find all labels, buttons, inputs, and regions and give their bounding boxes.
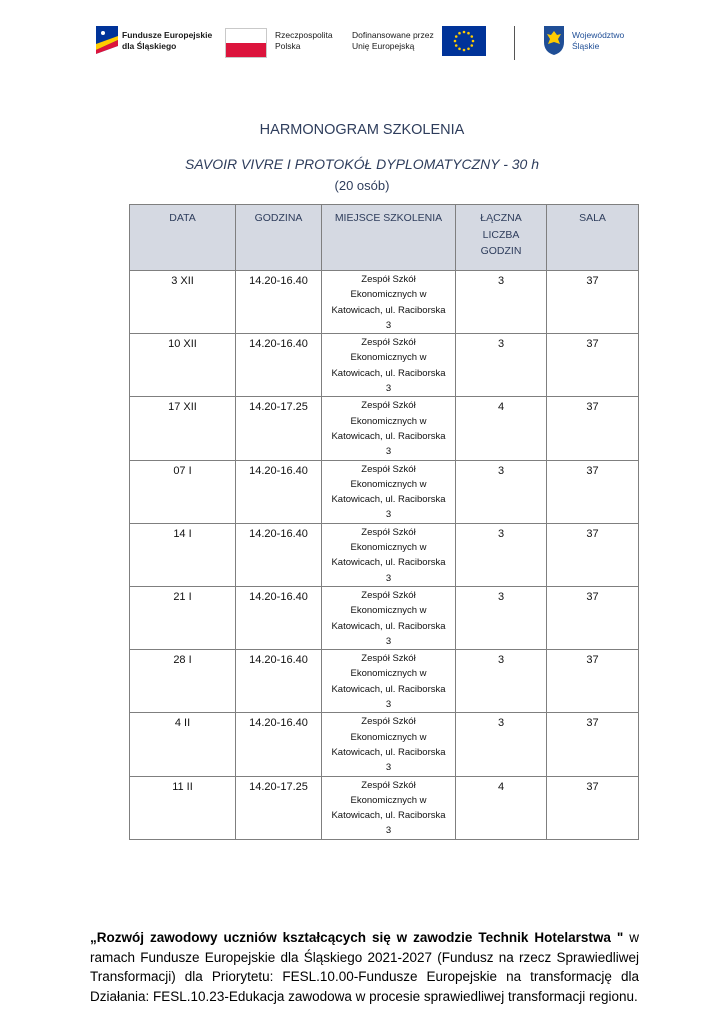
cell-place: Zespół Szkół Ekonomicznych w Katowicach, ul. Raciborska 3	[322, 397, 456, 460]
cell-date: 28 I	[130, 650, 236, 713]
sl-logo-text: Województwo Śląskie	[572, 30, 625, 51]
cell-place: Zespół Szkół Ekonomicznych w Katowicach, ul. Raciborska 3	[322, 271, 456, 334]
cell-time: 14.20-17.25	[236, 397, 322, 460]
cell-hours: 3	[456, 460, 547, 523]
cell-date: 21 I	[130, 586, 236, 649]
eu-flag-icon	[442, 26, 486, 56]
cell-date: 10 XII	[130, 334, 236, 397]
cell-room: 37	[547, 713, 639, 776]
header-total-hours: ŁĄCZNA LICZBA GODZIN	[456, 205, 547, 271]
fe-logo-text: Fundusze Europejskie dla Śląskiego	[122, 30, 213, 51]
cell-date: 3 XII	[130, 271, 236, 334]
cell-hours: 3	[456, 586, 547, 649]
rp-logo	[225, 22, 335, 68]
cell-room: 37	[547, 650, 639, 713]
cell-hours: 3	[456, 334, 547, 397]
cell-time: 14.20-16.40	[236, 586, 322, 649]
cell-time: 14.20-16.40	[236, 713, 322, 776]
table-row	[130, 523, 639, 586]
cell-time: 14.20-16.40	[236, 523, 322, 586]
ue-logo-text: Dofinansowane przez Unię Europejską	[352, 30, 434, 51]
project-footer	[90, 928, 639, 1006]
rp-logo-text: Rzeczpospolita Polska	[275, 30, 333, 51]
cell-room: 37	[547, 271, 639, 334]
header-room: SALA	[547, 205, 639, 271]
cell-time: 14.20-16.40	[236, 650, 322, 713]
table-row	[130, 397, 639, 460]
cell-room: 37	[547, 397, 639, 460]
cell-date: 07 I	[130, 460, 236, 523]
cell-room: 37	[547, 334, 639, 397]
cell-room: 37	[547, 523, 639, 586]
header-date: DATA	[130, 205, 236, 271]
fe-star-icon	[96, 26, 118, 60]
cell-room: 37	[547, 460, 639, 523]
page-title: HARMONOGRAM SZKOLENIA	[259, 122, 465, 138]
participants-count: (20 osób)	[334, 178, 390, 193]
course-subtitle: SAVOIR VIVRE I PROTOKÓŁ DYPLOMATYCZNY - 30 h	[185, 156, 539, 172]
ue-logo	[352, 22, 492, 68]
cell-hours: 4	[456, 776, 547, 839]
project-name: „Rozwój zawodowy uczniów kształcących się w zawodzie Technik Hotelarstwa "	[90, 930, 624, 945]
header-place: MIEJSCE SZKOLENIA	[322, 205, 456, 271]
table-row	[130, 586, 639, 649]
logo-divider	[514, 26, 515, 60]
cell-date: 4 II	[130, 713, 236, 776]
cell-hours: 3	[456, 650, 547, 713]
silesia-crest-icon	[542, 24, 566, 56]
schedule-table	[129, 204, 639, 840]
logo-bar	[96, 22, 636, 68]
table-row	[130, 650, 639, 713]
poland-flag-icon	[225, 28, 267, 58]
table-row	[130, 776, 639, 839]
cell-date: 17 XII	[130, 397, 236, 460]
cell-date: 14 I	[130, 523, 236, 586]
sl-logo	[542, 22, 642, 68]
table-row	[130, 713, 639, 776]
cell-time: 14.20-16.40	[236, 460, 322, 523]
cell-place: Zespół Szkół Ekonomicznych w Katowicach, ul. Raciborska 3	[322, 334, 456, 397]
cell-time: 14.20-17.25	[236, 776, 322, 839]
cell-place: Zespół Szkół Ekonomicznych w Katowicach, ul. Raciborska 3	[322, 523, 456, 586]
schedule-body	[130, 271, 639, 840]
table-row	[130, 334, 639, 397]
table-row	[130, 460, 639, 523]
cell-place: Zespół Szkół Ekonomicznych w Katowicach, ul. Raciborska 3	[322, 460, 456, 523]
cell-time: 14.20-16.40	[236, 334, 322, 397]
header-time: GODZINA	[236, 205, 322, 271]
cell-place: Zespół Szkół Ekonomicznych w Katowicach, ul. Raciborska 3	[322, 776, 456, 839]
fe-logo	[96, 22, 216, 68]
cell-room: 37	[547, 776, 639, 839]
cell-room: 37	[547, 586, 639, 649]
cell-place: Zespół Szkół Ekonomicznych w Katowicach, ul. Raciborska 3	[322, 713, 456, 776]
cell-hours: 3	[456, 523, 547, 586]
cell-hours: 3	[456, 271, 547, 334]
cell-hours: 3	[456, 713, 547, 776]
cell-hours: 4	[456, 397, 547, 460]
project-description: w ramach Fundusze Europejskie dla Śląskiego 2021-2027 (Fundusz na rzecz Sprawiedliwej Transformacji) dla Priorytetu: FESL.10.00-Fundusze Europejskie na transformację dla Działania: FESL.10.23-Edukacja zawodowa w procesie sprawiedliwej transformacji regionu.	[90, 930, 640, 1004]
table-header-row	[130, 205, 639, 271]
cell-place: Zespół Szkół Ekonomicznych w Katowicach, ul. Raciborska 3	[322, 650, 456, 713]
cell-time: 14.20-16.40	[236, 271, 322, 334]
cell-place: Zespół Szkół Ekonomicznych w Katowicach, ul. Raciborska 3	[322, 586, 456, 649]
cell-date: 11 II	[130, 776, 236, 839]
table-row	[130, 271, 639, 334]
